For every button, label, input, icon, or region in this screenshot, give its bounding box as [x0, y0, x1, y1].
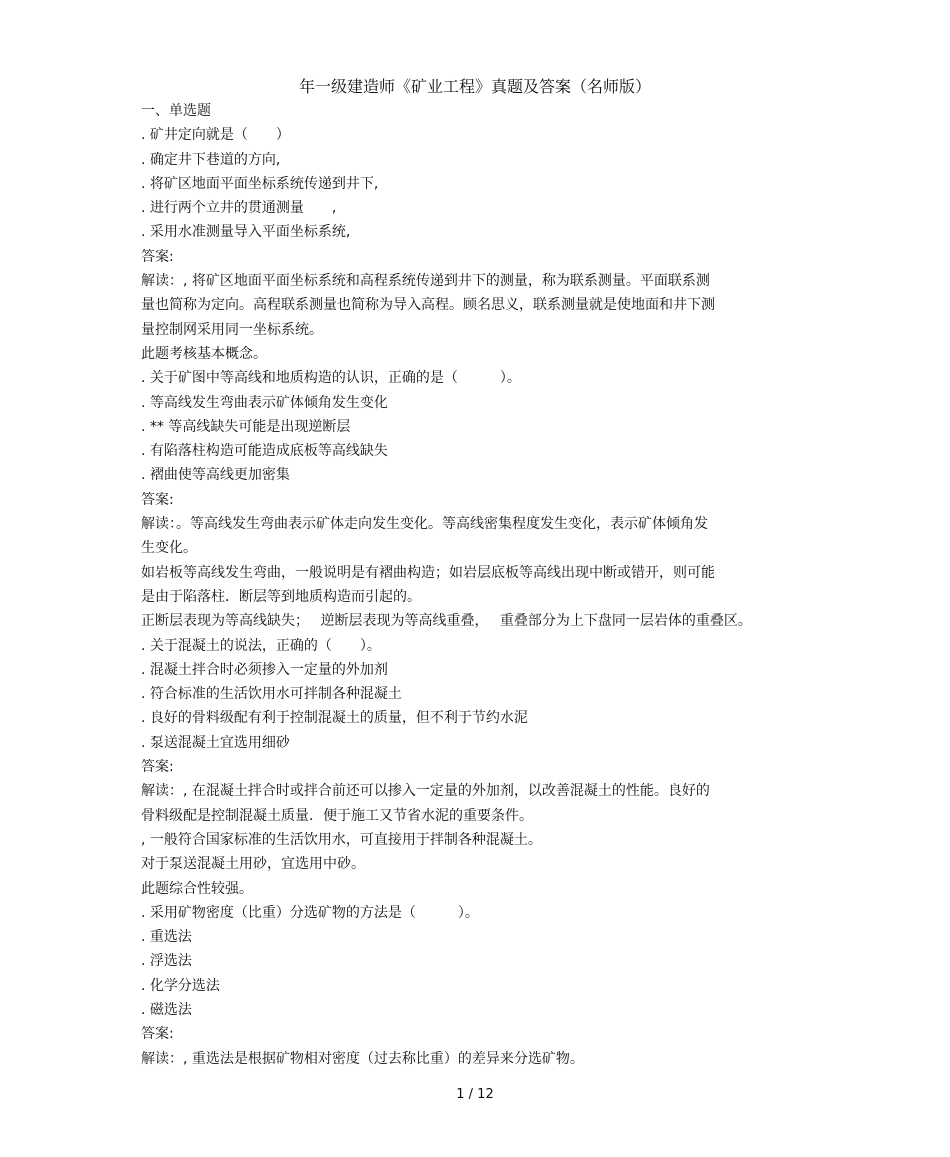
section-heading: 一、单选题	[141, 103, 211, 119]
option-line: . 重选法	[141, 929, 192, 946]
option-line: . ** 等高线缺失可能是出现逆断层	[141, 418, 351, 435]
explanation-line: 解读：, 将矿区地面平面坐标系统和高程系统传递到井下的测量，称为联系测量。平面联系测	[141, 273, 710, 290]
explanation-line: , 一般符合国家标准的生活饮用水，可直接用于拌制各种混凝土。	[141, 831, 542, 848]
explanation-line: 解读：。等高线发生弯曲表示矿体走向发生变化。等高线密集程度发生变化，表示矿体倾角发	[141, 516, 708, 533]
explanation-line: 是由于陷落柱．断层等到地质构造而引起的。	[141, 588, 421, 605]
explanation-line: 生变化。	[141, 540, 197, 557]
explanation-line: 量控制网采用同一坐标系统。	[141, 321, 323, 338]
option-line: . 磁选法	[141, 1001, 192, 1018]
option-line: . 等高线发生弯曲表示矿体倾角发生变化	[141, 394, 388, 411]
option-line: . 符合标准的生活饮用水可拌制各种混凝土	[141, 686, 402, 703]
explanation-line: 对于泵送混凝土用砂，宜选用中砂。	[141, 856, 365, 873]
question-4: . 采用矿物密度（比重）分选矿物的方法是（ ）。	[141, 904, 479, 921]
option-line: . 将矿区地面平面坐标系统传递到井下,	[141, 175, 379, 192]
explanation-line: 正断层表现为等高线缺失； 逆断层表现为等高线重叠， 重叠部分为上下盘同一层岩体的重叠区。	[141, 613, 752, 630]
explanation-line: 此题考核基本概念。	[141, 345, 267, 362]
document-body	[141, 99, 901, 1071]
option-line: . 确定井下巷道的方向,	[141, 151, 281, 168]
option-line: . 泵送混凝土宜选用细砂	[141, 734, 290, 751]
explanation-line: 骨料级配是控制混凝土质量．便于施工又节省水泥的重要条件。	[141, 807, 533, 824]
option-line: . 化学分选法	[141, 977, 220, 994]
answer-label: 答案:	[141, 491, 174, 508]
explanation-line: 解读：, 在混凝土拌合时或拌合前还可以掺入一定量的外加剂，以改善混凝土的性能。良好的	[141, 783, 710, 800]
explanation-line: 量也简称为定向。高程联系测量也简称为导入高程。顾名思义，联系测量就是使地面和井下测	[141, 297, 715, 314]
option-line: . 混凝土拌合时必须掺入一定量的外加剂	[141, 661, 388, 678]
option-line: . 有陷落柱构造可能造成底板等高线缺失	[141, 443, 388, 460]
explanation-line: 此题综合性较强。	[141, 880, 253, 897]
option-line: . 褶曲使等高线更加密集	[141, 467, 290, 484]
explanation-line: 如岩板等高线发生弯曲，一般说明是有褶曲构造；如岩层底板等高线出现中断或错开，则可能	[141, 564, 715, 581]
option-line: . 进行两个立井的贯通测量 ,	[141, 200, 337, 217]
answer-label: 答案:	[141, 759, 174, 776]
option-line: . 浮选法	[141, 953, 192, 970]
question-1: . 矿井定向就是（ ）	[141, 127, 290, 144]
page-number: 1 / 12	[456, 1087, 494, 1102]
explanation-line: 解读：, 重选法是根据矿物相对密度（过去称比重）的差异来分选矿物。	[141, 1050, 584, 1067]
question-3: . 关于混凝土的说法，正确的（ ）。	[141, 637, 381, 654]
document-title: 年一级建造师《矿业工程》真题及答案（名师版）	[298, 77, 651, 96]
question-2: . 关于矿图中等高线和地质构造的认识，正确的是（ ）。	[141, 370, 521, 387]
answer-label: 答案:	[141, 1026, 174, 1043]
answer-label: 答案:	[141, 248, 174, 265]
option-line: . 采用水准测量导入平面坐标系统,	[141, 224, 351, 241]
option-line: . 良好的骨料级配有利于控制混凝土的质量，但不利于节约水泥	[141, 710, 528, 727]
